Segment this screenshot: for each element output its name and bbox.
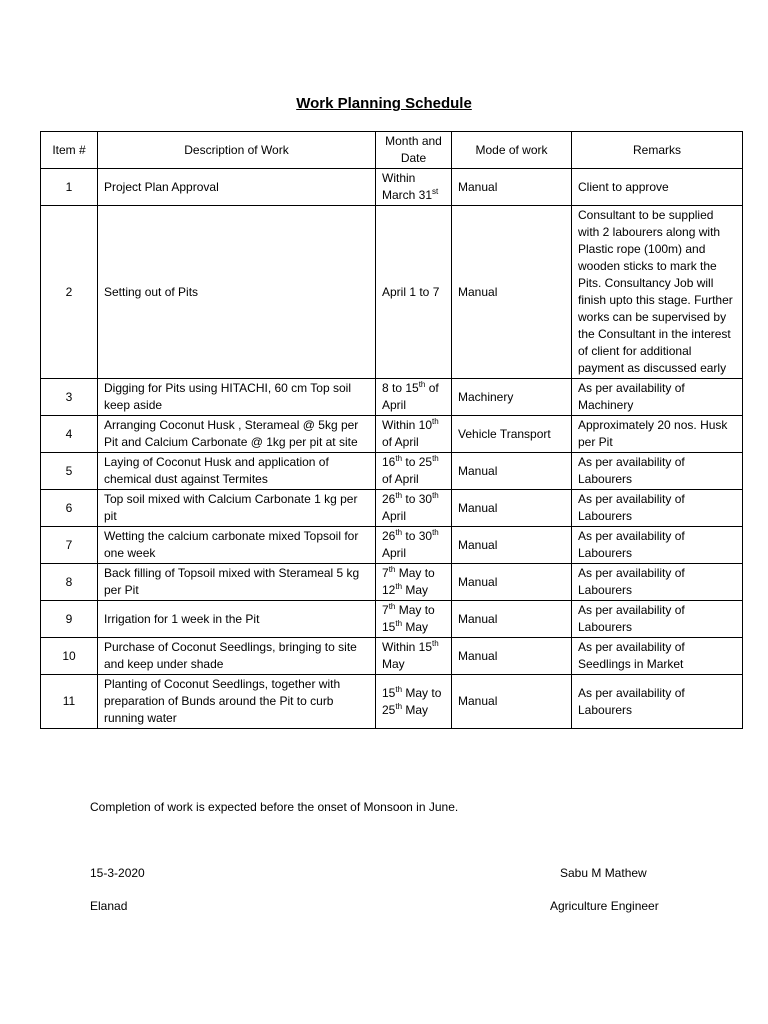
cell-mode: Manual	[452, 206, 572, 379]
cell-item: 4	[41, 416, 98, 453]
header-description: Description of Work	[98, 132, 376, 169]
cell-month-date: Within March 31st	[376, 169, 452, 206]
cell-month-date: Within 15th May	[376, 638, 452, 675]
table-row	[41, 638, 743, 675]
cell-item: 11	[41, 675, 98, 729]
signoff-name: Sabu M Mathew	[560, 866, 647, 880]
completion-note: Completion of work is expected before the onset of Monsoon in June.	[90, 800, 459, 814]
cell-item: 2	[41, 206, 98, 379]
cell-month-date: 8 to 15th of April	[376, 379, 452, 416]
cell-remarks: Client to approve	[572, 169, 743, 206]
cell-month-date: 16th to 25th of April	[376, 453, 452, 490]
cell-description: Back filling of Topsoil mixed with Sterameal 5 kg per Pit	[98, 564, 376, 601]
document-title: Work Planning Schedule	[296, 95, 472, 112]
table-row	[41, 527, 743, 564]
cell-remarks: As per availability of Labourers	[572, 601, 743, 638]
signoff-date: 15-3-2020	[90, 866, 145, 880]
cell-description: Purchase of Coconut Seedlings, bringing to site and keep under shade	[98, 638, 376, 675]
cell-mode: Manual	[452, 527, 572, 564]
cell-remarks: As per availability of Labourers	[572, 675, 743, 729]
cell-item: 5	[41, 453, 98, 490]
cell-month-date: April 1 to 7	[376, 206, 452, 379]
cell-item: 8	[41, 564, 98, 601]
table-row	[41, 169, 743, 206]
cell-remarks: Approximately 20 nos. Husk per Pit	[572, 416, 743, 453]
cell-item: 3	[41, 379, 98, 416]
table-row	[41, 601, 743, 638]
cell-month-date: Within 10th of April	[376, 416, 452, 453]
cell-mode: Manual	[452, 490, 572, 527]
cell-remarks: As per availability of Labourers	[572, 527, 743, 564]
cell-mode: Vehicle Transport	[452, 416, 572, 453]
table-row	[41, 675, 743, 729]
header-month: Month and Date	[376, 132, 452, 169]
cell-remarks: As per availability of Seedlings in Market	[572, 638, 743, 675]
cell-month-date: 7th May to 12th May	[376, 564, 452, 601]
cell-item: 6	[41, 490, 98, 527]
signoff-place: Elanad	[90, 899, 128, 913]
header-remarks: Remarks	[572, 132, 743, 169]
cell-description: Setting out of Pits	[98, 206, 376, 379]
cell-item: 7	[41, 527, 98, 564]
cell-description: Top soil mixed with Calcium Carbonate 1 kg per pit	[98, 490, 376, 527]
cell-description: Planting of Coconut Seedlings, together with preparation of Bunds around the Pit to curb running water	[98, 675, 376, 729]
cell-remarks: As per availability of Labourers	[572, 453, 743, 490]
table-row	[41, 490, 743, 527]
cell-month-date: 26th to 30th April	[376, 490, 452, 527]
table-header-row	[41, 132, 743, 169]
header-mode: Mode of work	[452, 132, 572, 169]
cell-month-date: 7th May to 15th May	[376, 601, 452, 638]
table-row	[41, 453, 743, 490]
table-row	[41, 416, 743, 453]
cell-description: Wetting the calcium carbonate mixed Topsoil for one week	[98, 527, 376, 564]
cell-mode: Manual	[452, 169, 572, 206]
schedule-table	[40, 131, 743, 729]
cell-description: Arranging Coconut Husk , Sterameal @ 5kg per Pit and Calcium Carbonate @ 1kg per pit at site	[98, 416, 376, 453]
cell-month-date: 26th to 30th April	[376, 527, 452, 564]
cell-item: 9	[41, 601, 98, 638]
cell-mode: Manual	[452, 564, 572, 601]
cell-item: 10	[41, 638, 98, 675]
cell-mode: Manual	[452, 601, 572, 638]
signoff-designation: Agriculture Engineer	[550, 899, 659, 913]
cell-mode: Manual	[452, 453, 572, 490]
cell-remarks: As per availability of Labourers	[572, 490, 743, 527]
cell-description: Irrigation for 1 week in the Pit	[98, 601, 376, 638]
table-row	[41, 206, 743, 379]
cell-mode: Machinery	[452, 379, 572, 416]
cell-remarks: Consultant to be supplied with 2 labourers along with Plastic rope (100m) and wooden sticks to mark the Pits. Consultancy Job will finish upto this stage. Further works can be supervised by the Consultant in the interest of client for additional payment as discussed early	[572, 206, 743, 379]
table-row	[41, 379, 743, 416]
cell-item: 1	[41, 169, 98, 206]
cell-remarks: As per availability of Machinery	[572, 379, 743, 416]
cell-description: Digging for Pits using HITACHI, 60 cm Top soil keep aside	[98, 379, 376, 416]
schedule-body	[41, 169, 743, 729]
cell-mode: Manual	[452, 675, 572, 729]
cell-remarks: As per availability of Labourers	[572, 564, 743, 601]
cell-description: Laying of Coconut Husk and application of chemical dust against Termites	[98, 453, 376, 490]
cell-mode: Manual	[452, 638, 572, 675]
table-row	[41, 564, 743, 601]
cell-month-date: 15th May to 25th May	[376, 675, 452, 729]
header-item: Item #	[41, 132, 98, 169]
cell-description: Project Plan Approval	[98, 169, 376, 206]
